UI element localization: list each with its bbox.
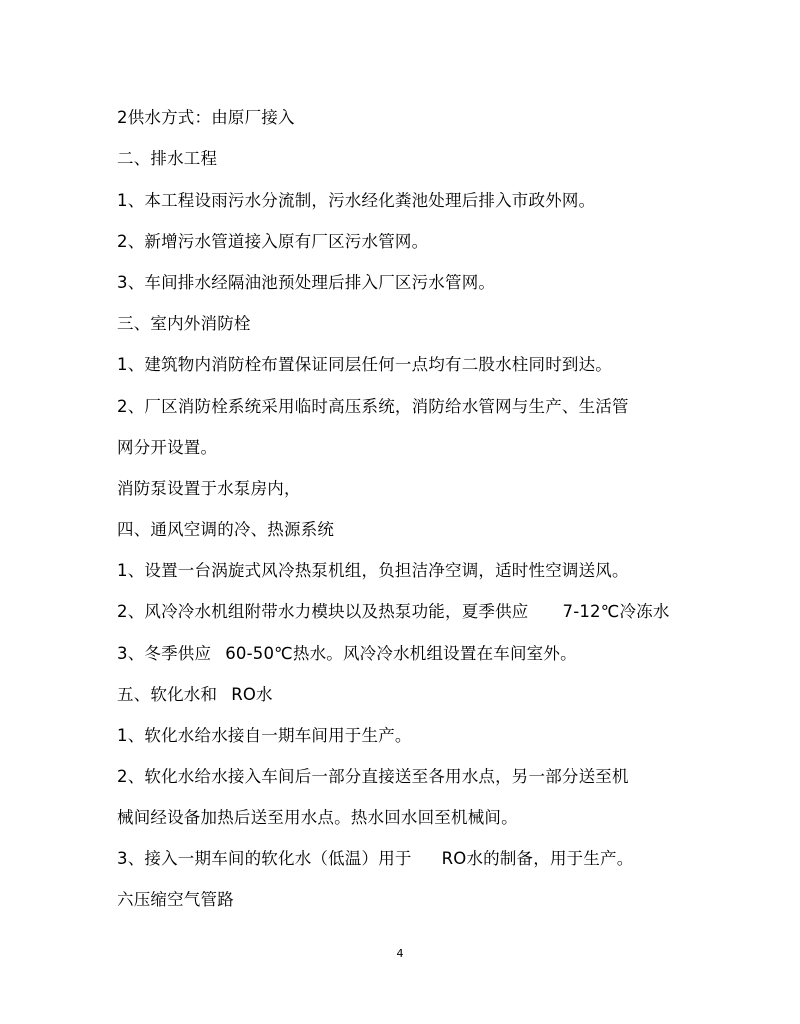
text-line xyxy=(117,848,633,870)
text-line: 2、新增污水管道接入原有厂区污水管网。 xyxy=(117,232,429,251)
text-segment: 3、冬季供应 xyxy=(117,644,212,663)
text-line: 3、车间排水经隔油池预处理后排入厂区污水管网。 xyxy=(117,273,496,292)
text-line: 网分开设置。 xyxy=(117,438,218,457)
section-heading: 四、通风空调的冷、热源系统 xyxy=(117,520,335,539)
section-heading: 三、室内外消防栓 xyxy=(117,314,251,333)
text-segment: RO水的制备，用于生产。 xyxy=(441,849,634,868)
text-line: 1、建筑物内消防栓布置保证同层任何一点均有二股水柱同时到达。 xyxy=(117,355,612,374)
text-segment: 60-50℃热水。风冷冷水机组设置在车间室外。 xyxy=(225,644,577,663)
text-segment: 7-12℃冷冻水 xyxy=(562,602,670,621)
text-line: 2供水方式：由原厂接入 xyxy=(117,108,295,127)
text-segment: 五、软化水和 xyxy=(117,685,218,704)
text-line: 2、软化水给水接入车间后一部分直接送至各用水点，另一部分送至机 xyxy=(117,767,629,786)
text-line xyxy=(117,601,670,623)
section-heading: 二、排水工程 xyxy=(117,149,218,168)
text-segment: 2、风冷冷水机组附带水力模块以及热泵功能，夏季供应 xyxy=(117,602,529,621)
text-line: 消防泵设置于水泵房内， xyxy=(117,479,301,498)
text-line: 1、设置一台涡旋式风冷热泵机组，负担洁净空调，适时性空调送风。 xyxy=(117,561,629,580)
text-line: 械间经设备加热后送至用水点。热水回水回至机械间。 xyxy=(117,808,518,827)
text-segment: 3、接入一期车间的软化水（低温）用于 xyxy=(117,849,412,868)
page-number: 4 xyxy=(396,947,404,960)
text-segment: RO水 xyxy=(231,685,273,704)
text-line: 1、本工程设雨污水分流制，污水经化粪池处理后排入市政外网。 xyxy=(117,191,596,210)
text-line xyxy=(117,643,577,665)
section-heading: 六压缩空气管路 xyxy=(117,890,234,909)
section-heading xyxy=(117,684,273,706)
text-line: 2、厂区消防栓系统采用临时高压系统，消防给水管网与生产、生活管 xyxy=(117,397,629,416)
text-line: 1、软化水给水接自一期车间用于生产。 xyxy=(117,726,412,745)
